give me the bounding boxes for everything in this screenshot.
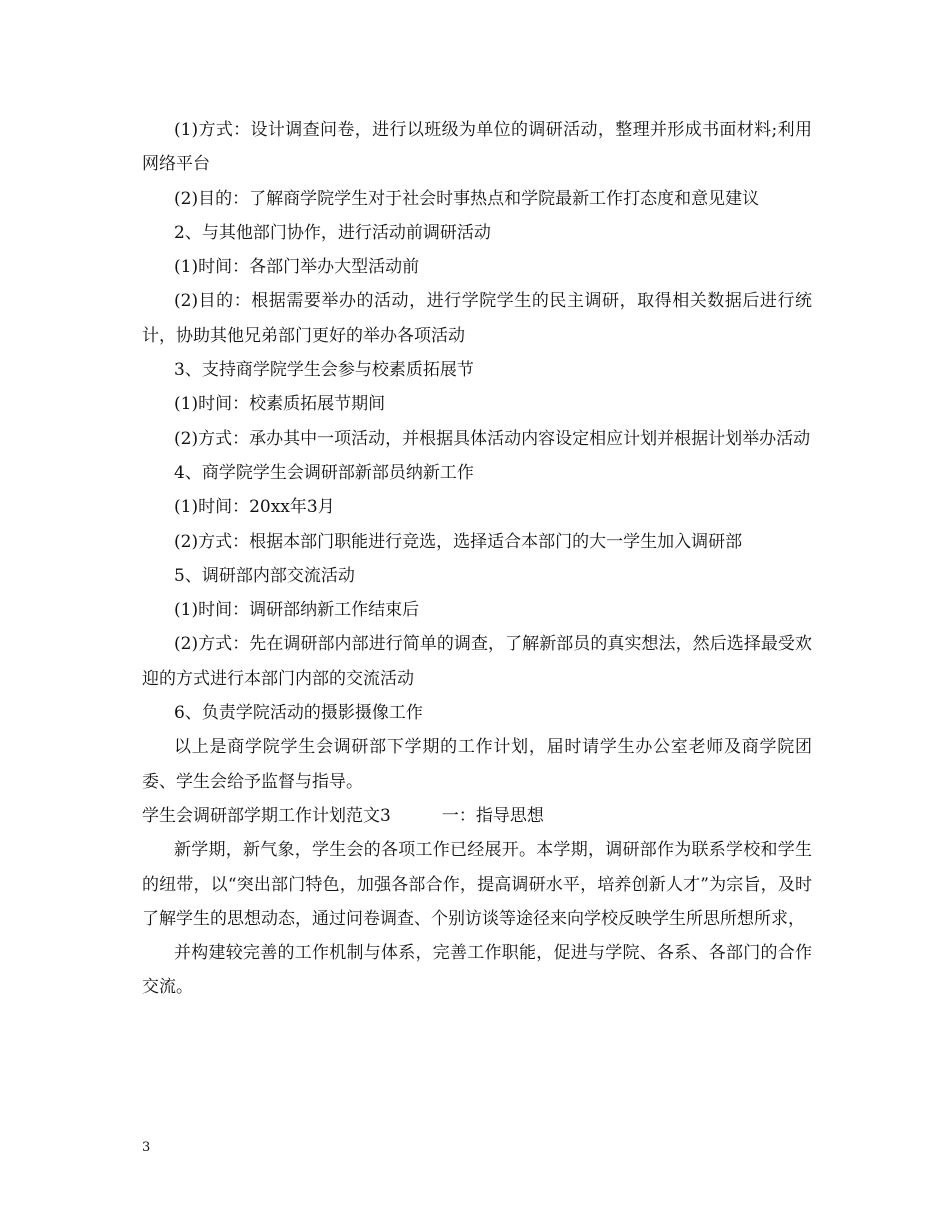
paragraph-work-mechanism: 并构建较完善的工作机制与体系，完善工作职能，促进与学院、各系、各部门的合作交流。 bbox=[142, 943, 812, 998]
paragraph-item-5-time: (1)时间：调研部纳新工作结束后 bbox=[174, 600, 420, 621]
paragraph-item-5-method: (2)方式：先在调研部内部进行简单的调查，了解新部员的真实想法，然后选择最受欢迎的方式进行本部门内部的交流活动 bbox=[142, 634, 812, 689]
paragraph-item-2-title: 2、与其他部门协作，进行活动前调研活动 bbox=[174, 222, 491, 243]
paragraph-item-2-purpose: (2)目的：根据需要举办的活动，进行学院学生的民主调研，取得相关数据后进行统计，协助其他兄弟部门更好的举办各项活动 bbox=[142, 291, 812, 346]
section-heading: 学生会调研部学期工作计划范文3 一：指导思想 bbox=[142, 805, 544, 826]
paragraph-survey-method: (1)方式：设计调查问卷，进行以班级为单位的调研活动，整理并形成书面材料;利用网络平台 bbox=[142, 120, 812, 175]
paragraph-item-6-title: 6、负责学院活动的摄影摄像工作 bbox=[174, 703, 423, 724]
paragraph-item-4-time: (1)时间：20xx年3月 bbox=[174, 497, 335, 518]
paragraph-item-2-time: (1)时间：各部门举办大型活动前 bbox=[174, 257, 420, 278]
paragraph-guiding-ideology: 新学期，新气象，学生会的各项工作已经展开。本学期，调研部作为联系学校和学生的纽带，以“突出部门特色，加强各部合作，提高调研水平，培养创新人才”为宗旨，及时了解学生的思想动态，通过问卷调查、个别访谈等途径来向学校反映学生所思所想所求， bbox=[142, 840, 812, 929]
paragraph-item-4-method: (2)方式：根据本部门职能进行竞选，选择适合本部门的大一学生加入调研部 bbox=[174, 531, 743, 552]
document-body bbox=[142, 113, 812, 1005]
paragraph-survey-purpose: (2)目的：了解商学院学生对于社会时事热点和学院最新工作打态度和意见建议 bbox=[174, 188, 760, 209]
page-number: 3 bbox=[142, 1140, 151, 1155]
paragraph-item-3-time: (1)时间：校素质拓展节期间 bbox=[174, 394, 386, 415]
paragraph-item-3-method: (2)方式：承办其中一项活动，并根据具体活动内容设定相应计划并根据计划举办活动 bbox=[174, 428, 811, 449]
paragraph-item-5-title: 5、调研部内部交流活动 bbox=[174, 565, 355, 586]
paragraph-item-4-title: 4、商学院学生会调研部新部员纳新工作 bbox=[174, 462, 474, 483]
paragraph-item-3-title: 3、支持商学院学生会参与校素质拓展节 bbox=[174, 360, 474, 381]
paragraph-closing: 以上是商学院学生会调研部下学期的工作计划，届时请学生办公室老师及商学院团委、学生会给予监督与指导。 bbox=[142, 737, 812, 792]
